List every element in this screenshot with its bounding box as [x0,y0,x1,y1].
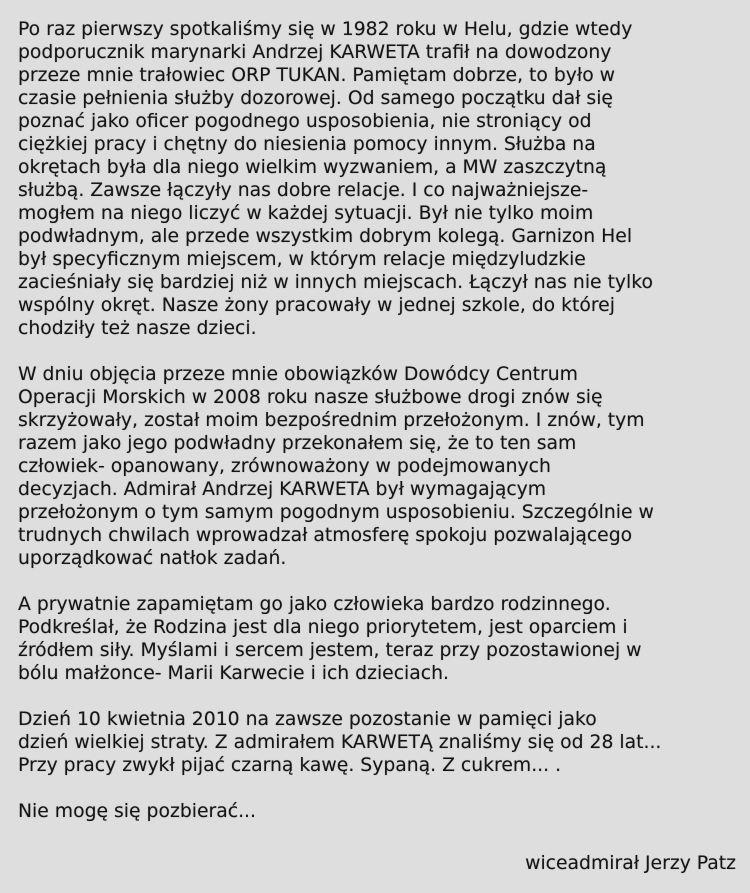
paragraph-family: A prywatnie zapamiętam go jako człowieka bardzo rodzinnego. Podkreślał, że Rodzina jest dla niego priorytetem, jest oparciem i źródłem siły. Myślami i sercem jestem, teraz przy pozostawionej w bólu małżonce- Marii Karwecie i ich dzieciach. [18,594,642,684]
paragraph-closing: Nie mogę się pozbierać... [18,801,256,822]
paragraph-command-centre: W dniu objęcia przeze mnie obowiązków Dowódcy Centrum Operacji Morskich w 2008 roku nasze służbowe drogi znów się skrzyżowały, został moim bezpośrednim przełożonym. I znów, tym razem jako jego podwładny przekonałem się, że to ten sam człowiek- opanowany, zrównoważony w podejmowanych decyzjach. Admirał Andrzej KARWETA był wymagającym przełożonym o tym samym pogodnym usposobieniu. Szczególnie w trudnych chwilach wprowadzał atmosferę spokoju pozwalającego uporządkować natłok zadań. [18,364,654,569]
signature: wiceadmirał Jerzy Patz [525,853,736,874]
paragraph-first-meeting: Po raz pierwszy spotkaliśmy się w 1982 roku w Helu, gdzie wtedy podporucznik marynarki Andrzej KARWETA trafił na dowodzony przeze mnie trałowiec ORP TUKAN. Pamiętam dobrze, to było w czasie pełnienia służby dozorowej. Od samego początku dał się poznać jako oficer pogodnego usposobienia, nie stroniący od ciężkiej pracy i chętny do niesienia pomocy innym. Służba na okrętach była dla niego wielkim wyzwaniem, a MW zaszczytną służbą. Zawsze łączyły nas dobre relacje. I co najważniejsze- mogłem na niego liczyć w każdej sytuacji. Był nie tylko moim podwładnym, ale przede wszystkim dobrym kolegą. Garnizon Hel był specyficznym miejscem, w którym relacje międzyludzkie zacieśniały się bardziej niż w innych miejscach. Łączył nas nie tylko wspólny okręt. Nasze żony pracowały w jednej szkole, do której chodziły też nasze dzieci. [18,19,653,339]
paragraph-april-10: Dzień 10 kwietnia 2010 na zawsze pozostanie w pamięci jako dzień wielkiej straty. Z admirałem KARWETĄ znaliśmy się od 28 lat... Przy pracy zwykł pijać czarną kawę. Sypaną. Z cukrem... . [18,709,662,776]
